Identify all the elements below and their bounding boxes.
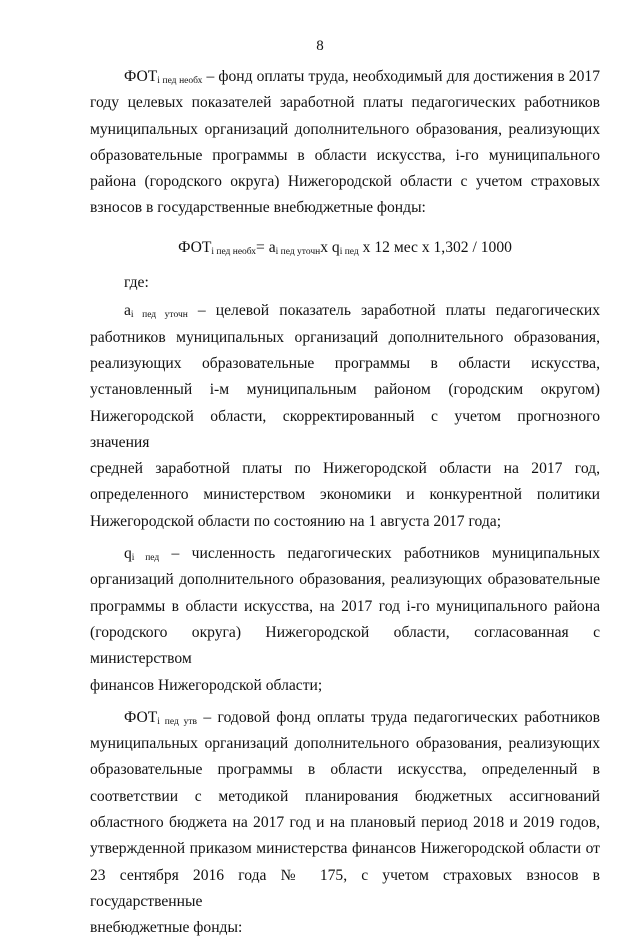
text-line: района (городского округа) Нижегородской области с учетом страховых (90, 173, 600, 191)
a-definition (90, 298, 600, 535)
formula-x-q: х q (320, 238, 340, 256)
text-line: утвержденной приказом министерства финансов Нижегородской области от (90, 840, 600, 858)
q-definition (90, 541, 600, 699)
text-line: – численность педагогических работников муниципальных (159, 545, 600, 563)
text-line: (городского округа) Нижегородской области, согласованная с министерством (90, 623, 600, 668)
text-line: муниципальных организаций дополнительного образования, реализующих (90, 735, 600, 753)
text-line: образовательные программы в области искусства, определенный в (90, 761, 600, 779)
fot-approved-symbol: ФОТ (124, 708, 158, 726)
text-line: – годовой фонд оплаты труда педагогических работников (197, 708, 600, 726)
text-line: реализующих образовательные программы в области искусства, (90, 354, 600, 372)
text-line: 23 сентября 2016 года № 175, с учетом страховых взносов в государственные (90, 866, 600, 910)
a-symbol: а (124, 302, 131, 320)
text-line: Нижегородской области по состоянию на 1 августа 2017 года; (90, 512, 502, 530)
text-line: программы в области искусства, на 2017 год i-го муниципального района (90, 597, 600, 615)
fot-approved-subscript: i пед утв (157, 716, 198, 727)
text-line: внебюджетные фонды: (90, 919, 243, 937)
text-line: организаций дополнительного образования, реализующих образовательные (90, 571, 600, 589)
text-line: соответствии с методикой планирования бюджетных ассигнований (90, 787, 600, 805)
text-line: взносов в государственные внебюджетные фонды: (90, 199, 426, 217)
text-line: Нижегородской области, скорректированный с учетом прогнозного значения (90, 407, 600, 451)
fot-need-symbol: ФОТ (124, 68, 158, 85)
page-number: 8 (316, 38, 324, 54)
formula-eq-a: = а (256, 238, 276, 256)
formula (90, 235, 600, 261)
fot-approved-definition (90, 705, 600, 942)
text-line: определенного министерством экономики и конкурентной политики (90, 486, 600, 504)
formula-rest: х 12 мес х 1,302 / 1000 (358, 238, 512, 256)
fot-approved-first-line (90, 705, 600, 731)
text-line: – фонд оплаты труда, необходимый для достижения в 2017 (202, 68, 600, 85)
formula-a-subscript: i пед уточн (275, 246, 321, 257)
a-def-first-line (90, 298, 600, 324)
a-subscript: i пед уточн (130, 310, 188, 321)
q-def-first-line (90, 541, 600, 567)
formula-fot-subscript: i пед необх (211, 246, 257, 257)
fot-need-definition (90, 64, 600, 222)
text-line: работников муниципальных организаций дополнительного образования, (90, 328, 600, 346)
text-line: средней заработной платы по Нижегородской области на 2017 год, (90, 460, 600, 478)
where-label: где: (124, 274, 149, 292)
formula-fot: ФОТ (178, 238, 212, 256)
fot-need-subscript: i пед необх (157, 76, 203, 86)
text-line: финансов Нижегородской области; (90, 676, 323, 694)
q-subscript: i пед (131, 553, 160, 564)
text-line: образовательные программы в области искусства, i-го муниципального (90, 146, 600, 164)
text-line: областного бюджета на 2017 год и на плановый период 2018 и 2019 годов, (90, 814, 600, 832)
text-line: году целевых показателей заработной платы педагогических работников (90, 94, 600, 112)
text-line: – целевой показатель заработной платы педагогических (187, 302, 600, 320)
document-body (90, 64, 600, 942)
fot-need-first-line (90, 64, 600, 90)
text-line: установленный i-м муниципальным районом (городским округом) (90, 381, 600, 399)
q-symbol: q (124, 545, 132, 563)
text-line: муниципальных организаций дополнительного образования, реализующих (90, 120, 600, 138)
formula-q-subscript: i пед (339, 246, 359, 257)
